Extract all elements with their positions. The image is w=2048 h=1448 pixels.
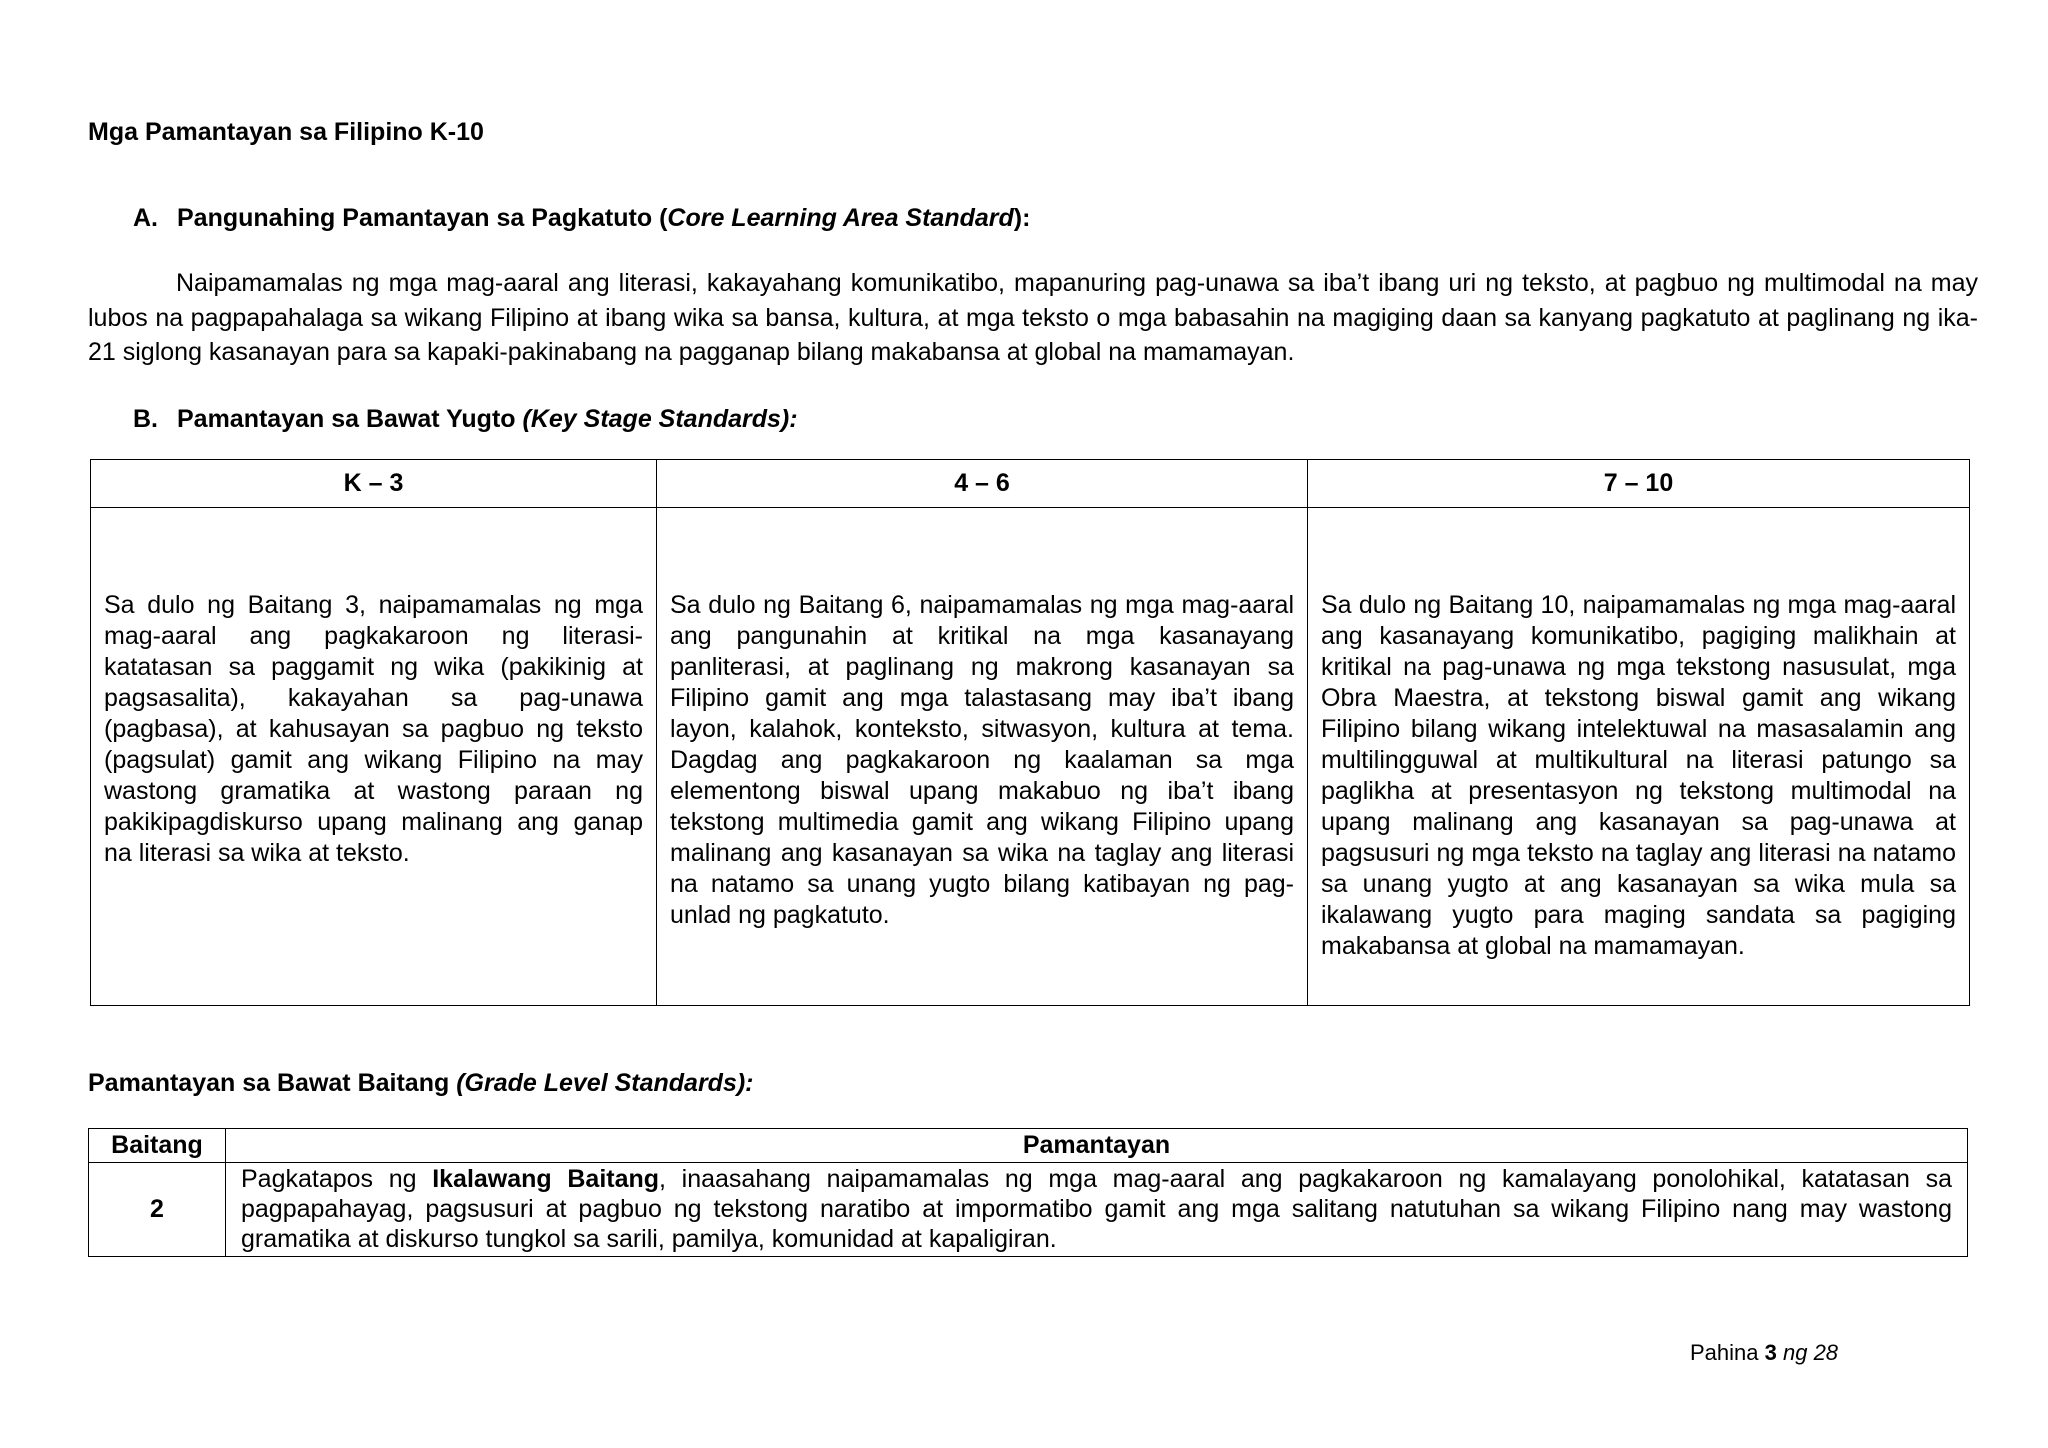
- grade-standard-cell: [226, 1163, 1968, 1257]
- core-standard-paragraph: Naipamamalas ng mga mag-aaral ang literasi, kakayahang komunikatibo, mapanuring pag-unawa sa iba’t ibang uri ng teksto, at pagbuo ng multimodal na may lubos na pagpapahalaga sa wikang Filipino at ibang wika sa bansa, kultura, at mga teksto o mga babasahin na magiging daan sa kanyang pagkatuto at paglinang ng ika-21 siglong kasanayan para sa kapaki-pakinabang na pagganap bilang makabansa at global na mamamayan.: [88, 269, 1978, 366]
- section-b-letter: B.: [133, 405, 158, 433]
- grade-standard-text-before: Pagkatapos ng: [241, 1165, 433, 1193]
- grade-table-header-row: [89, 1129, 1968, 1163]
- grade-number-cell: 2: [89, 1163, 226, 1257]
- section-a-title: Pangunahing Pamantayan sa Pagkatuto: [177, 204, 653, 232]
- grade-level-subtitle: (Grade Level Standards):: [449, 1069, 754, 1097]
- page-title: Mga Pamantayan sa Filipino K-10: [88, 118, 484, 146]
- page-number-footer: [1690, 1340, 1838, 1366]
- grade-level-title: Pamantayan sa Bawat Baitang: [88, 1069, 450, 1097]
- footer-page-total: ng 28: [1776, 1340, 1839, 1365]
- section-a-paren-open: (: [652, 204, 668, 232]
- key-stage-cell-4-6: Sa dulo ng Baitang 6, naipamamalas ng mga mag-aaral ang pangunahin at kritikal na mga kasanayang panliterasi, at paglinang ng makrong kasanayan sa Filipino gamit ang mga talastasang may iba’t ibang layon, kalahok, konteksto, sitwasyon, kultura at tema. Dagdag ang pagkakaroon ng kaalaman sa mga elementong biswal upang makabuo ng iba’t ibang tekstong multimedia gamit ang wikang Filipino upang malinang ang kasanayan sa wika na taglay ang literasi na natamo sa unang yugto bilang katibayan ng pag-unlad ng pagkatuto.: [657, 508, 1308, 1006]
- section-b-title: Pamantayan sa Bawat Yugto: [177, 405, 516, 433]
- table-row: [89, 1163, 1968, 1257]
- key-stage-table: [90, 459, 1970, 1006]
- key-stage-header-k3: K – 3: [91, 460, 657, 508]
- grade-level-table: [88, 1128, 1968, 1257]
- footer-label: Pahina: [1690, 1340, 1765, 1365]
- grade-level-heading: [88, 1069, 754, 1098]
- key-stage-header-4-6: 4 – 6: [657, 460, 1308, 508]
- grade-standard-text-after: , inaasahang naipamamalas ng mga mag-aaral ang pagkakaroon ng kamalayang ponolohikal, katatasan sa pagpapahayag, pagsusuri at pagbuo ng tekstong naratibo at impormatibo gamit ang mga salitang natutuhan sa wikang Filipino nang may wastong gramatika at diskurso tungkol sa sarili, pamilya, komunidad at kapaligiran.: [241, 1165, 1953, 1253]
- key-stage-cell-k3: Sa dulo ng Baitang 3, naipamamalas ng mga mag-aaral ang pagkakaroon ng literasi-katatasan sa paggamit ng wika (pakikinig at pagsasalita), kakayahan sa pag-unawa (pagbasa), at kahusayan sa pagbuo ng teksto (pagsulat) gamit ang wikang Filipino na may wastong gramatika at wastong paraan ng pakikipagdiskurso upang malinang ang ganap na literasi sa wika at teksto.: [91, 508, 657, 1006]
- section-a-subtitle: Core Learning Area Standard: [667, 204, 1014, 232]
- section-a-paren-close: ):: [1013, 204, 1031, 232]
- section-a-letter: A.: [133, 204, 158, 232]
- key-stage-header-row: [91, 460, 1970, 508]
- section-b-heading: [133, 405, 798, 434]
- key-stage-cell-7-10: Sa dulo ng Baitang 10, naipamamalas ng mga mag-aaral ang kasanayang komunikatibo, pagiging malikhain at kritikal na pag-unawa ng mga tekstong nasusulat, mga Obra Maestra, at tekstong biswal gamit ang wikang Filipino bilang wikang intelektuwal na masasalamin ang multilingguwal at multikultural na literasi patungo sa paglikha at presentasyon ng tekstong multimodal na upang malinang ang kasanayan sa pag-unawa at pagsusuri ng mga teksto na taglay ang literasi na natamo sa unang yugto at ang kasanayan sa wika mula sa ikalawang yugto para maging sandata sa pagiging makabansa at global na mamamayan.: [1308, 508, 1970, 1006]
- section-a-heading: [133, 204, 1030, 233]
- grade-standard-text-bold: Ikalawang Baitang: [432, 1165, 660, 1193]
- key-stage-header-7-10: 7 – 10: [1308, 460, 1970, 508]
- key-stage-row: [91, 508, 1970, 1006]
- grade-table-header-baitang: Baitang: [89, 1129, 226, 1163]
- footer-page-number: 3: [1764, 1340, 1777, 1365]
- section-b-subtitle: (Key Stage Standards):: [515, 405, 798, 433]
- grade-table-header-pamantayan: Pamantayan: [226, 1129, 1968, 1163]
